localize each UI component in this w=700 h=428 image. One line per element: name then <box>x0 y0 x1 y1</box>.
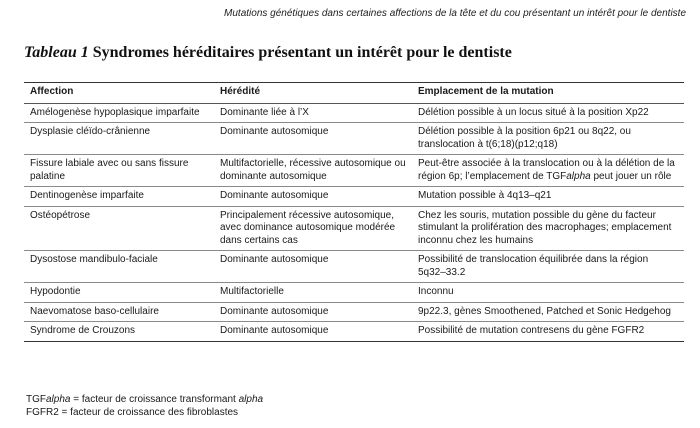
cell-emplacement-italic: alpha <box>566 170 591 182</box>
table-row <box>24 322 684 342</box>
cell-affection: Syndrome de Crouzons <box>24 322 214 342</box>
footnote-tgf-text: = facteur de croissance transformant <box>70 394 239 405</box>
cell-heredite: Principalement récessive autosomique, avec dominance autosomique modérée dans certains cas <box>214 206 412 251</box>
column-header-heredite: Hérédité <box>214 83 412 104</box>
footnote-tgf-abbr: TGF <box>26 394 46 405</box>
cell-emplacement: Délétion possible à un locus situé à la position Xp22 <box>412 103 684 123</box>
footnote-tgf-abbr-italic: alpha <box>46 394 71 405</box>
cell-heredite: Dominante autosomique <box>214 322 412 342</box>
cell-heredite: Dominante autosomique <box>214 123 412 155</box>
table-row <box>24 155 684 187</box>
cell-emplacement: Délétion possible à la position 6p21 ou 8q22, ou translocation à t(6;18)(p12;q18) <box>412 123 684 155</box>
running-head: Mutations génétiques dans certaines affections de la tête et du cou présentant un intérêt pour le dentiste <box>224 8 686 19</box>
table-header-row <box>24 83 684 104</box>
cell-heredite: Dominante liée à l’X <box>214 103 412 123</box>
cell-emplacement: Inconnu <box>412 283 684 303</box>
cell-heredite: Dominante autosomique <box>214 251 412 283</box>
cell-emplacement: 9p22.3, gènes Smoothened, Patched et Sonic Hedgehog <box>412 302 684 322</box>
cell-heredite: Dominante autosomique <box>214 187 412 207</box>
cell-emplacement: Chez les souris, mutation possible du gène du facteur stimulant la prolifération des macrophages; emplacement inconnu chez les humains <box>412 206 684 251</box>
cell-emplacement: Mutation possible à 4q13–q21 <box>412 187 684 207</box>
cell-affection: Ostéopétrose <box>24 206 214 251</box>
column-header-affection: Affection <box>24 83 214 104</box>
cell-affection: Fissure labiale avec ou sans fissure palatine <box>24 155 214 187</box>
syndromes-table <box>24 82 684 342</box>
cell-emplacement <box>412 155 684 187</box>
cell-affection: Dentinogenèse imparfaite <box>24 187 214 207</box>
cell-affection: Amélogenèse hypoplasique imparfaite <box>24 103 214 123</box>
footnote-tgf-italic: alpha <box>238 394 264 405</box>
table-row <box>24 103 684 123</box>
table-row <box>24 283 684 303</box>
footnote-tgf <box>26 394 263 407</box>
cell-affection: Hypodontie <box>24 283 214 303</box>
cell-heredite: Multifactorielle <box>214 283 412 303</box>
cell-emplacement-text-end: peut jouer un rôle <box>590 170 672 182</box>
table-row <box>24 123 684 155</box>
table-caption: Syndromes héréditaires présentant un intérêt pour le dentiste <box>92 44 512 61</box>
cell-emplacement: Possibilité de translocation équilibrée dans la région 5q32–33.2 <box>412 251 684 283</box>
column-header-emplacement: Emplacement de la mutation <box>412 83 684 104</box>
table-row <box>24 187 684 207</box>
cell-emplacement-text: Peut-être associée à la translocation ou à la délétion de la région 6p; l’emplacement de TGF <box>418 158 675 182</box>
table-number: Tableau 1 <box>24 44 89 61</box>
footnote-fgfr2: FGFR2 = facteur de croissance des fibroblastes <box>26 406 239 418</box>
footnotes <box>26 394 263 419</box>
cell-heredite: Multifactorielle, récessive autosomique ou dominante autosomique <box>214 155 412 187</box>
table-title <box>24 44 680 62</box>
cell-heredite: Dominante autosomique <box>214 302 412 322</box>
table-row <box>24 302 684 322</box>
cell-emplacement: Possibilité de mutation contresens du gène FGFR2 <box>412 322 684 342</box>
cell-affection: Dysplasie cléïdo-crânienne <box>24 123 214 155</box>
cell-affection: Dysostose mandibulo-faciale <box>24 251 214 283</box>
cell-affection: Naevomatose baso-cellulaire <box>24 302 214 322</box>
table-row <box>24 251 684 283</box>
table-row <box>24 206 684 251</box>
